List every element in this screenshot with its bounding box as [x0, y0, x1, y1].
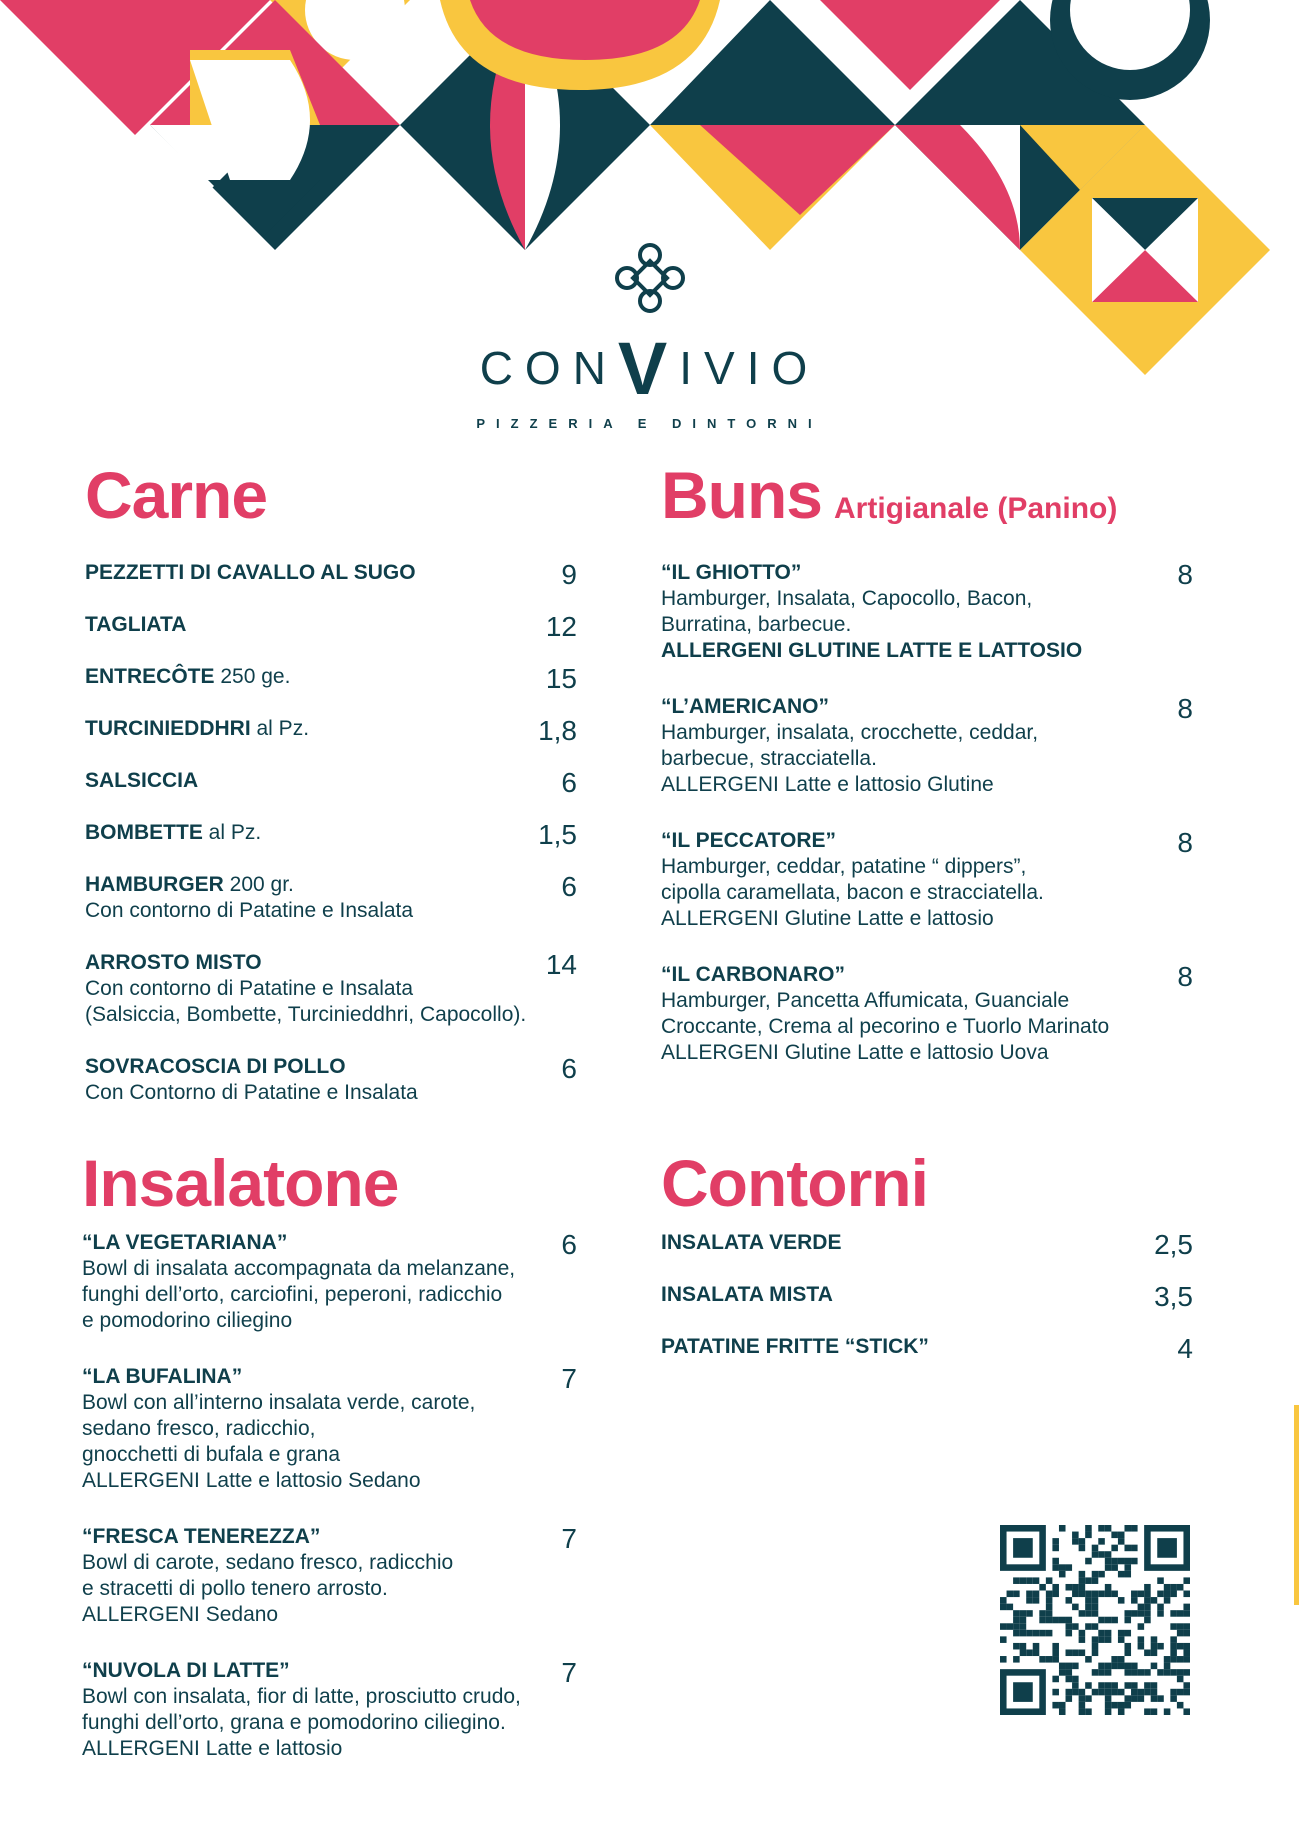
menu-item-name: ARROSTO MISTO [85, 951, 262, 974]
menu-item-price: 15 [545, 663, 577, 694]
menu-item [82, 1524, 577, 1628]
menu-item-description: Burratina, barbecue. [661, 613, 852, 636]
menu-item-name: “L’AMERICANO” [661, 695, 829, 718]
menu-item-description: Con contorno di Patatine e Insalata [85, 899, 414, 922]
section-carne [85, 458, 577, 1106]
menu-item [661, 962, 1193, 1066]
menu-item-description: ALLERGENI Sedano [82, 1603, 279, 1626]
menu-item-portion: al Pz. [202, 821, 262, 844]
menu-item-description: Hamburger, ceddar, patatine “ dippers”, [661, 855, 1027, 878]
section-title-contorni: Contorni [661, 1146, 928, 1220]
menu-item-description: Hamburger, Pancetta Affumicata, Guanciale [661, 989, 1070, 1012]
brand-tagline: PIZZERIA E DINTORNI [476, 416, 823, 431]
menu-item-description: funghi dell’orto, grana e pomodorino ciliegino. [82, 1711, 506, 1734]
menu-item-portion: al Pz. [250, 717, 310, 740]
section-insalatone [82, 1146, 577, 1762]
menu-item-name: BOMBETTE al Pz. [85, 821, 262, 844]
menu-item-allergens: ALLERGENI Latte e lattosio Glutine [661, 773, 994, 796]
menu-item [85, 819, 577, 850]
menu-item-description: gnocchetti di bufala e grana [82, 1443, 341, 1466]
section-contorni [661, 1146, 1193, 1364]
menu-item-price: 12 [545, 611, 577, 642]
menu-item-price: 6 [561, 871, 577, 902]
menu-item [85, 715, 577, 746]
menu-item-name: INSALATA VERDE [661, 1231, 842, 1254]
menu-item-description: e stracetti di pollo tenero arrosto. [82, 1577, 388, 1600]
menu-item-description: Croccante, Crema al pecorino e Tuorlo Marinato [661, 1015, 1110, 1038]
menu-item-price: 6 [561, 767, 577, 798]
menu-item-price: 6 [561, 1053, 577, 1084]
menu-item-price: 8 [1177, 827, 1193, 858]
section-title-carne: Carne [85, 458, 268, 532]
menu-item-description: ALLERGENI Latte e lattosio [82, 1737, 343, 1760]
menu-item-description: e pomodorino ciliegino [82, 1309, 293, 1332]
menu-item [661, 694, 1193, 798]
menu-item-description: (Salsiccia, Bombette, Turcinieddhri, Capocollo). [85, 1003, 527, 1026]
menu-item-description: Bowl con all’interno insalata verde, carote, [82, 1391, 476, 1414]
brand-name: CONVIVIO [479, 327, 820, 410]
celtic-knot-icon [610, 238, 690, 318]
menu-item-description: cipolla caramellata, bacon e stracciatella. [661, 881, 1044, 904]
menu-item-price: 8 [1177, 961, 1193, 992]
brand-logo [0, 238, 1299, 431]
menu-item-portion: 250 ge. [214, 665, 291, 688]
section-title-buns: Buns Artigianale (Panino) [661, 458, 1118, 532]
menu-item-name: PEZZETTI DI CAVALLO AL SUGO [85, 561, 416, 584]
menu-item-description: Bowl di carote, sedano fresco, radicchio [82, 1551, 454, 1574]
menu-item-name: TURCINIEDDHRI al Pz. [85, 717, 310, 740]
menu-item-portion: 200 gr. [223, 873, 294, 896]
menu-item [85, 950, 577, 1028]
menu-item-description: Hamburger, Insalata, Capocollo, Bacon, [661, 587, 1033, 610]
menu-item-price: 9 [561, 559, 577, 590]
menu-item-description: funghi dell’orto, carciofini, peperoni, radicchio [82, 1283, 503, 1306]
section-title-insalatone: Insalatone [82, 1146, 399, 1220]
menu-item-price: 1,8 [538, 715, 577, 746]
menu-item-name: “LA BUFALINA” [82, 1365, 243, 1388]
menu-item-price: 7 [561, 1523, 577, 1554]
menu-item [661, 1281, 1193, 1312]
menu-item [82, 1230, 577, 1334]
menu-item-name: SALSICCIA [85, 769, 199, 792]
menu-item-description: sedano fresco, radicchio, [82, 1417, 316, 1440]
menu-item [82, 1364, 577, 1494]
menu-item-price: 7 [561, 1363, 577, 1394]
qr-code[interactable] [1000, 1525, 1190, 1715]
menu-item-price: 8 [1177, 693, 1193, 724]
menu-item-name: “FRESCA TENEREZZA” [82, 1525, 321, 1548]
menu-item-name: SOVRACOSCIA DI POLLO [85, 1055, 346, 1078]
menu-item-price: 8 [1177, 559, 1193, 590]
menu-item [85, 1054, 577, 1106]
menu-item-name: “LA VEGETARIANA” [82, 1231, 288, 1254]
section-subtitle-buns: Artigianale (Panino) [834, 492, 1118, 525]
menu-item [85, 559, 577, 590]
menu-item-name: “IL GHIOTTO” [661, 561, 802, 584]
menu-item [85, 872, 577, 924]
menu-item [85, 767, 577, 798]
menu-item [661, 1229, 1193, 1260]
section-buns [661, 458, 1193, 1066]
menu-item-description: Con contorno di Patatine e Insalata [85, 977, 414, 1000]
menu-item-allergens: ALLERGENI GLUTINE LATTE E LATTOSIO [661, 639, 1083, 662]
menu-item [661, 828, 1193, 932]
menu-item-price: 1,5 [538, 819, 577, 850]
menu-item-price: 3,5 [1154, 1281, 1193, 1312]
menu-item-name: “IL PECCATORE” [661, 829, 837, 852]
menu-item-name: PATATINE FRITTE “STICK” [661, 1335, 929, 1358]
side-accent-bar [1294, 1405, 1299, 1605]
menu-item-description: ALLERGENI Latte e lattosio Sedano [82, 1469, 421, 1492]
menu-item [85, 611, 577, 642]
menu-item-allergens: ALLERGENI Glutine Latte e lattosio Uova [661, 1041, 1049, 1064]
menu-item-name: ENTRECÔTE 250 ge. [85, 665, 291, 688]
menu-item-price: 6 [561, 1229, 577, 1260]
menu-item-description: barbecue, stracciatella. [661, 747, 877, 770]
menu-item-price: 14 [545, 949, 577, 980]
menu-item-allergens: ALLERGENI Glutine Latte e lattosio [661, 907, 994, 930]
menu-item-price: 4 [1177, 1333, 1193, 1364]
menu-item-name: INSALATA MISTA [661, 1283, 833, 1306]
menu-item-name: “NUVOLA DI LATTE” [82, 1659, 290, 1682]
menu-item-description: Con Contorno di Patatine e Insalata [85, 1081, 418, 1104]
menu-item [661, 560, 1193, 664]
menu-item-name: HAMBURGER 200 gr. [85, 873, 294, 896]
menu-item [85, 663, 577, 694]
menu-item [661, 1333, 1193, 1364]
menu-item-description: Hamburger, insalata, crocchette, ceddar, [661, 721, 1039, 744]
menu-item-price: 2,5 [1154, 1229, 1193, 1260]
menu-item-description: Bowl di insalata accompagnata da melanzane, [82, 1257, 516, 1280]
menu-item-name: TAGLIATA [85, 613, 187, 636]
menu-item-description: Bowl con insalata, fior di latte, prosciutto crudo, [82, 1685, 521, 1708]
menu-item-name: “IL CARBONARO” [661, 963, 845, 986]
menu-item [82, 1658, 577, 1762]
menu-item-price: 7 [561, 1657, 577, 1688]
